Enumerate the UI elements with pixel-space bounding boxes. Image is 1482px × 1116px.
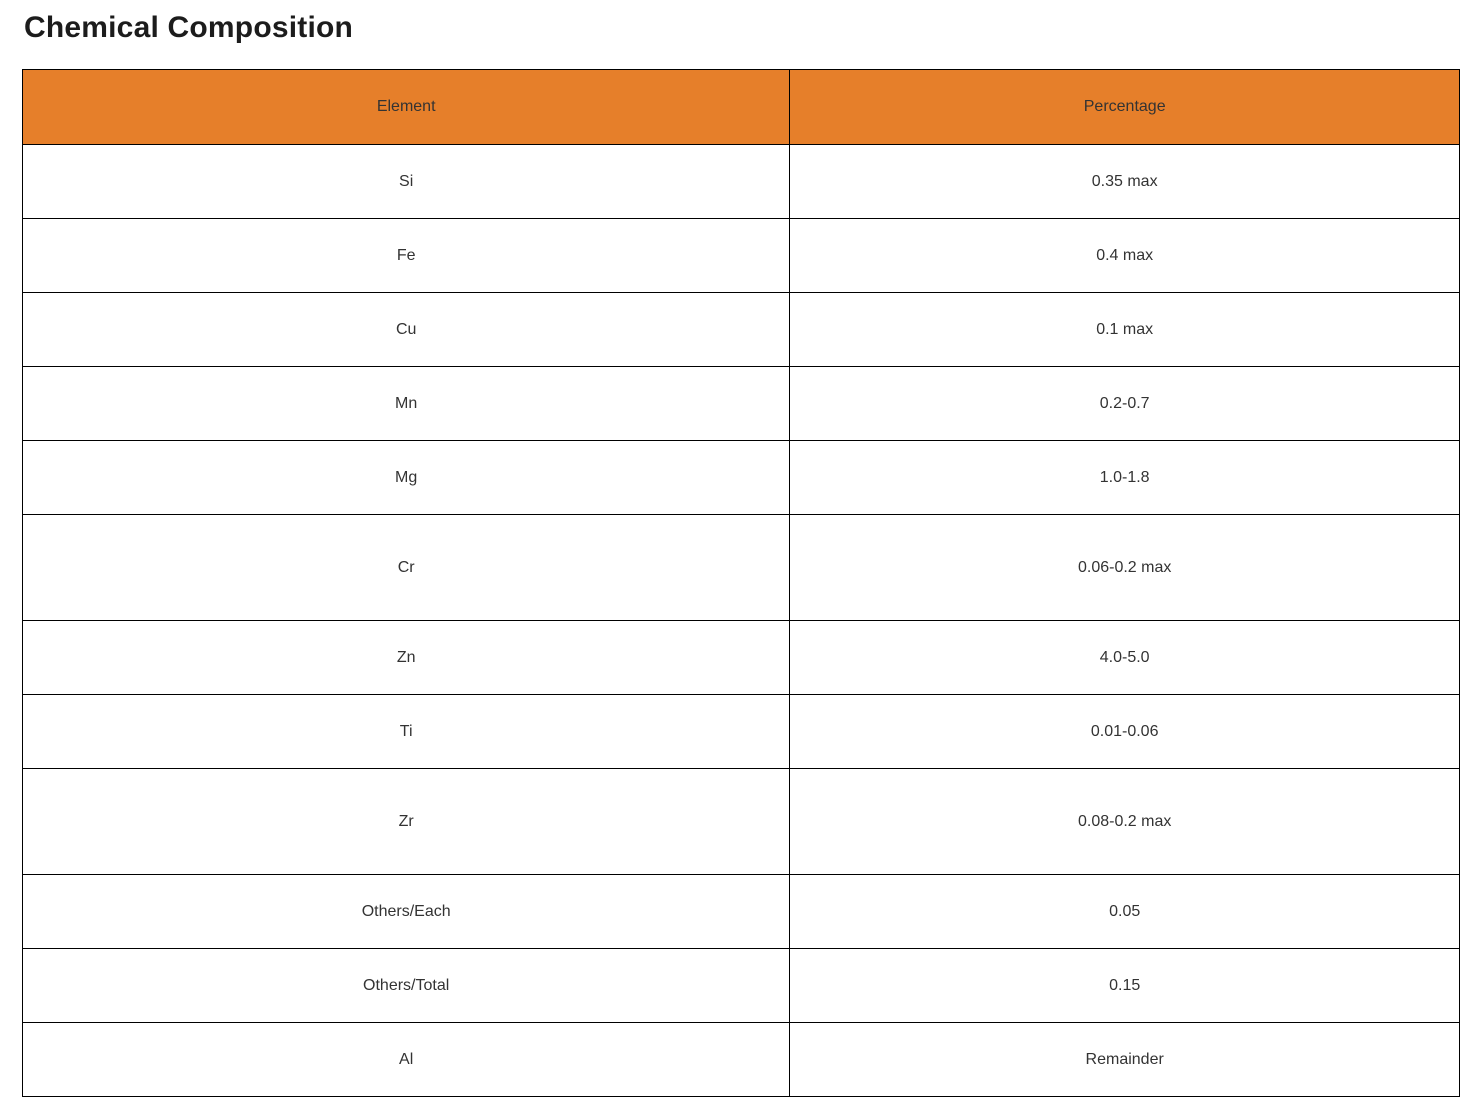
table-row	[23, 515, 1460, 621]
table-body	[23, 145, 1460, 1097]
column-header-percentage: Percentage	[790, 70, 1460, 145]
cell-element: Others/Each	[23, 875, 790, 949]
table-row	[23, 145, 1460, 219]
cell-element: Zn	[23, 621, 790, 695]
cell-element: Others/Total	[23, 949, 790, 1023]
column-header-element: Element	[23, 70, 790, 145]
table-row	[23, 695, 1460, 769]
cell-percentage: 0.08-0.2 max	[790, 769, 1460, 875]
cell-percentage: 4.0-5.0	[790, 621, 1460, 695]
table-row	[23, 769, 1460, 875]
cell-percentage: 0.05	[790, 875, 1460, 949]
table-row	[23, 293, 1460, 367]
table-row	[23, 1023, 1460, 1097]
cell-element: Fe	[23, 219, 790, 293]
table-row	[23, 949, 1460, 1023]
cell-percentage: 0.15	[790, 949, 1460, 1023]
cell-element: Mn	[23, 367, 790, 441]
cell-percentage: 0.1 max	[790, 293, 1460, 367]
cell-percentage: 0.35 max	[790, 145, 1460, 219]
cell-percentage: 1.0-1.8	[790, 441, 1460, 515]
cell-percentage: 0.01-0.06	[790, 695, 1460, 769]
table-row	[23, 621, 1460, 695]
table-row	[23, 367, 1460, 441]
cell-percentage: 0.2-0.7	[790, 367, 1460, 441]
cell-element: Mg	[23, 441, 790, 515]
chemical-composition-table	[22, 69, 1460, 1097]
cell-element: Zr	[23, 769, 790, 875]
cell-element: Cr	[23, 515, 790, 621]
table-row	[23, 875, 1460, 949]
cell-element: Cu	[23, 293, 790, 367]
cell-element: Al	[23, 1023, 790, 1097]
page-title: Chemical Composition	[24, 11, 354, 44]
cell-percentage: 0.06-0.2 max	[790, 515, 1460, 621]
cell-percentage: 0.4 max	[790, 219, 1460, 293]
cell-percentage: Remainder	[790, 1023, 1460, 1097]
cell-element: Si	[23, 145, 790, 219]
table-header-row	[23, 70, 1460, 145]
table-row	[23, 441, 1460, 515]
cell-element: Ti	[23, 695, 790, 769]
table-row	[23, 219, 1460, 293]
